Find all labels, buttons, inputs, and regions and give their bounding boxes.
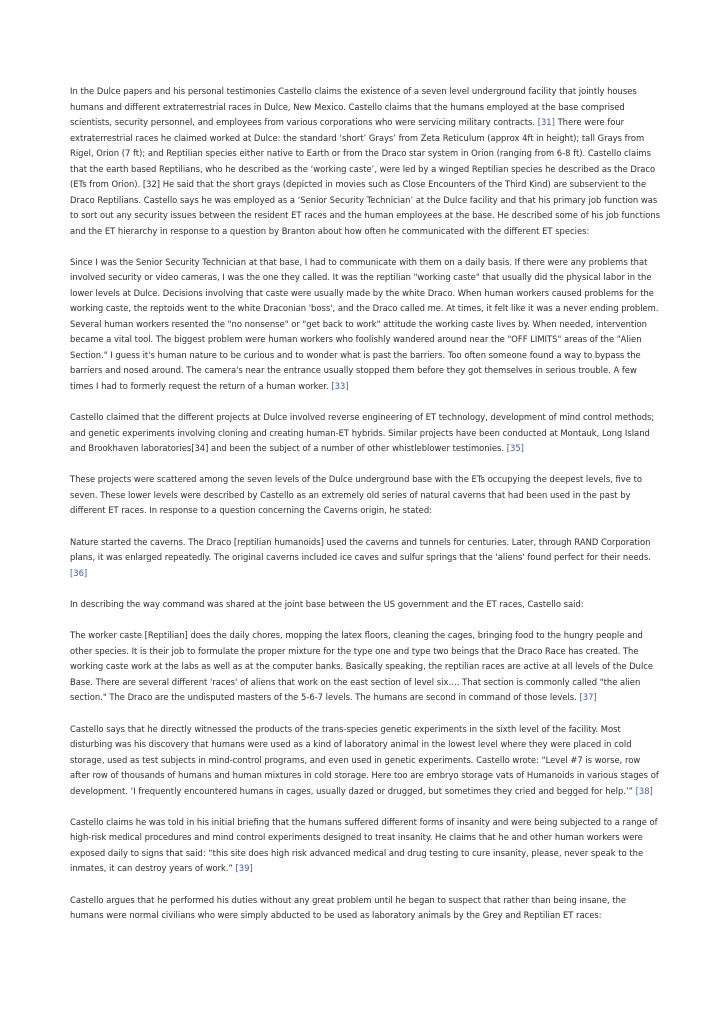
paragraph-6	[70, 597, 662, 613]
paragraph-text: In describing the way command was shared at the joint base between the US government and the ET races, Castello said:	[70, 598, 584, 609]
footnote-link-38[interactable]: [38]	[635, 785, 653, 796]
paragraph-text: There were four extraterrestrial races he claimed worked at Dulce: the standard ‘short’ Grays’ from Zeta Reticulum (approx 4ft in height); tall Grays from Rigel, Orion (7 ft); and Reptilian species either native to Earth or from the Draco star system in Orion (ranging from 6-8 ft). Castello claims that the earth based Reptilians, who he described as the ‘working caste’, were led by a winged Reptilian species he described as the Draco (ETs from Orion). [32] He said that the short grays (depicted in movies such as Close Encounters of the Third Kind) are subservient to the Draco Reptilians. Castello says he was employed as a ‘Senior Security Technician’ at the Dulce facility and that his primary job function was to sort out any security issues between the resident ET races and the human employees at the base. He described some of his job functions and the ET hierarchy in response to a question by Branton about how often he communicated with the different ET species:	[70, 117, 661, 236]
paragraph-text: Castello says that he directly witnessed the products of the trans-species genetic experiments in the sixth level of the facility. Most disturbing was his discovery that humans were used as a kind of laboratory animal in the lowest level where they were placed in cold storage, used as test subjects in mind-control programs, and even used in genetic experiments. Castello wrote: “Level #7 is worse, row after row of thousands of humans and human mixtures in cold storage. Here too are embryo storage vats of Humanoids in various stages of development. ‘I frequently encountered humans in cages, usually dazed or drugged, but sometimes they cried and begged for help.’”	[70, 723, 659, 796]
footnote-link-33[interactable]: [33]	[331, 380, 349, 391]
paragraph-3	[70, 410, 662, 457]
paragraph-10	[70, 893, 662, 924]
paragraph-4	[70, 472, 662, 519]
paragraph-text: In the Dulce papers and his personal testimonies Castello claims the existence of a seven level underground facility that jointly houses humans and different extraterrestrial races in Dulce, New Mexico. Castello claims that the humans employed at the base comprised scientists, security personnel, and employees from various corporations who were servicing military contracts.	[70, 86, 637, 127]
paragraph-text: Castello claims he was told in his initial briefing that the humans suffered different forms of insanity and were being subjected to a range of high-risk medical procedures and mind control experiments designed to treat insanity. He claims that he and other human workers were exposed daily to signs that said: “this site does high risk advanced medical and drug testing to cure insanity, please, never speak to the inmates, it can destroy years of work.”	[70, 816, 658, 874]
paragraph-5	[70, 535, 662, 582]
footnote-link-39[interactable]: [39]	[235, 863, 253, 874]
paragraph-text: Castello argues that he performed his duties without any great problem until he began to suspect that rather than being insane, the humans were normal civilians who were simply abducted to be used as laboratory animals by the Grey and Reptilian ET races:	[70, 894, 627, 921]
document-body	[70, 84, 662, 939]
footnote-link-35[interactable]: [35]	[506, 443, 524, 454]
footnote-link-31[interactable]: [31]	[537, 117, 555, 127]
paragraph-8	[70, 722, 662, 800]
paragraph-text: Nature started the caverns. The Draco [reptilian humanoids] used the caverns and tunnels for centuries. Later, through RAND Corporation plans, it was enlarged repeatedly. The original caverns included ice caves and sulfur springs that the 'aliens' found perfect for their needs.	[70, 536, 651, 563]
paragraph-2	[70, 255, 662, 395]
footnote-link-37[interactable]: [37]	[579, 692, 597, 703]
paragraph-text: Since I was the Senior Security Technician at that base, I had to communicate with them on a daily basis. If there were any problems that involved security or video cameras, I was the one they called. It was the reptilian "working caste" that usually did the physical labor in the lower levels at Dulce. Decisions involving that caste were usually made by the white Draco. When human workers caused problems for the working caste, the reptoids went to the white Draconian 'boss', and the Draco called me. At times, it felt like it was a never ending problem. Several human workers resented the "no nonsense" or "get back to work" attitude the working caste lives by. When needed, intervention became a vital tool. The biggest problem were human workers who foolishly wandered around near the "OFF LIMITS" areas of the "Alien Section." I guess it's human nature to be curious and to wonder what is past the barriers. Too often someone found a way to bypass the barriers and nosed around. The camera's near the entrance usually stopped them before they got themselves in serious trouble. A few times I had to formerly request the return of a human worker.	[70, 256, 659, 391]
paragraph-text: The worker caste [Reptilian] does the daily chores, mopping the latex floors, cleaning the cages, bringing food to the hungry people and other species. It is their job to formulate the proper mixture for the type one and type two beings that the Draco Race has created. The working caste work at the labs as well as at the computer banks. Basically speaking, the reptilian races are active at all levels of the Dulce Base. There are several different 'races' of aliens that work on the east section of level six…. That section is commonly called "the alien section." The Draco are the undisputed masters of the 5-6-7 levels. The humans are second in command of those levels.	[70, 630, 654, 703]
paragraph-text: Castello claimed that the different projects at Dulce involved reverse engineering of ET technology, development of mind control methods; and genetic experiments involving cloning and creating human-ET hybrids. Similar projects have been conducted at Montauk, Long Island and Brookhaven laboratories[34] and been the subject of a number of other whistleblower testimonies.	[70, 412, 655, 454]
paragraph-text: These projects were scattered among the seven levels of the Dulce underground base with the ETs occupying the deepest levels, five to seven. These lower levels were described by Castello as an extremely old series of natural caverns that had been used in the past by different ET races. In response to a question concerning the Caverns origin, he stated:	[70, 474, 642, 516]
paragraph-9	[70, 815, 662, 877]
paragraph-1	[70, 84, 662, 239]
paragraph-7	[70, 628, 662, 706]
footnote-link-36[interactable]: [36]	[70, 567, 88, 578]
